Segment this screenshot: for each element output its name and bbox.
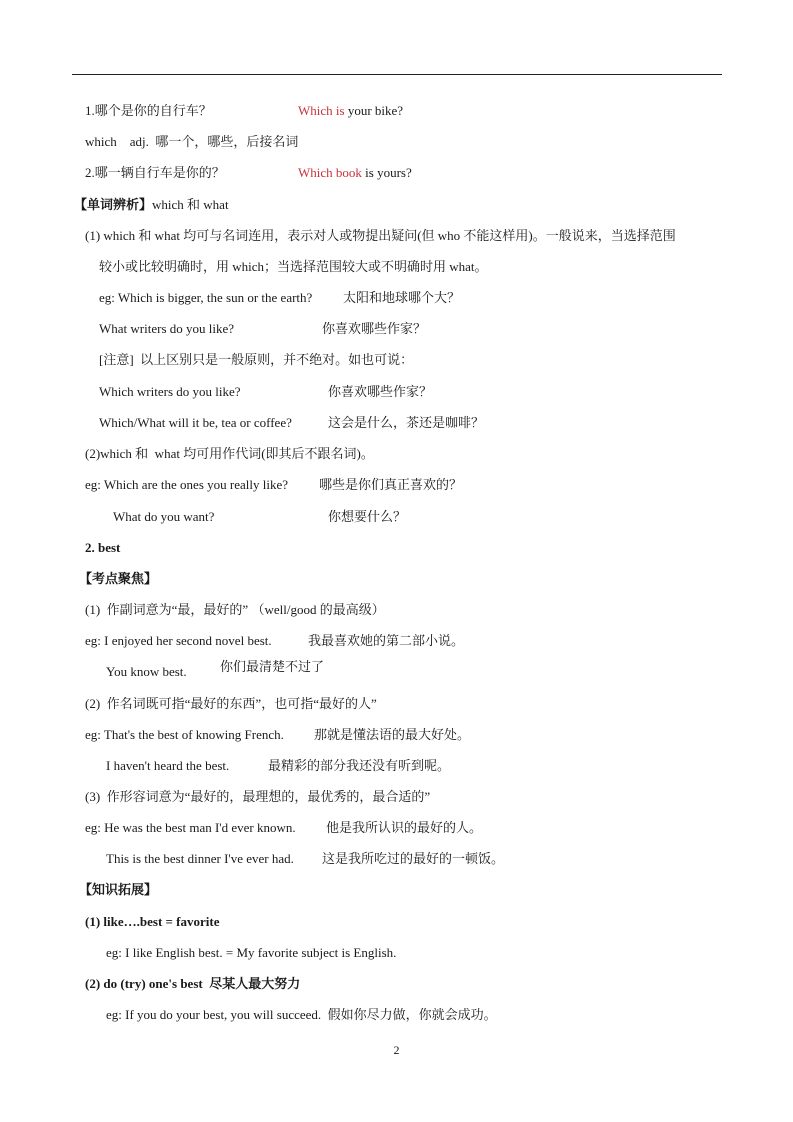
document-line [113, 509, 214, 525]
text-segment: 哪些是你们真正喜欢的？ [319, 477, 463, 492]
document-line [85, 602, 385, 618]
document-line-translation [328, 415, 484, 431]
text-segment: 这是我所吃过的最好的一顿饭。 [322, 851, 505, 866]
document-line [74, 197, 229, 213]
document-line [85, 477, 288, 493]
text-segment: (1) 作副词意为“最，最好的” （well/good 的最高级） [85, 602, 385, 617]
document-line [85, 103, 212, 119]
document-line [85, 696, 377, 712]
text-segment: 较小或比较明确时，用 which；当选择范围较大或不明确时用 what。 [99, 259, 488, 274]
text-segment: eg: Which are the ones you really like? [85, 477, 288, 492]
document-line [99, 352, 413, 368]
document-line [85, 820, 296, 836]
document-line [85, 446, 374, 462]
document-line-translation [343, 290, 460, 306]
document-line [85, 789, 430, 805]
text-segment: [注意] 以上区别只是一般原则，并不绝对。如也可说： [99, 352, 414, 367]
text-segment: 最精彩的部分我还没有听到呢。 [268, 758, 451, 773]
document-line [106, 1007, 497, 1023]
text-segment: eg: He was the best man I'd ever known. [85, 820, 296, 835]
bold-heading-text: (1) like….best = favorite [85, 914, 220, 929]
document-line [99, 321, 234, 337]
document-line [85, 165, 225, 181]
document-line-translation [220, 659, 324, 675]
document-line [85, 540, 120, 556]
text-segment: which adj. 哪一个，哪些，后接名词 [85, 134, 299, 149]
text-segment: which 和 what [152, 197, 229, 212]
document-line-translation [319, 477, 462, 493]
document-line [85, 633, 272, 649]
text-segment: (1) which 和 what 均可与名词连用，表示对人或物提出疑问(但 who 不能这样用)。一般说来，当选择范围 [85, 228, 676, 243]
text-segment: your bike? [347, 103, 404, 118]
document-line [99, 415, 292, 431]
text-segment: eg: If you do your best, you will succeed. 假如你尽力做，你就会成功。 [106, 1007, 497, 1022]
text-segment: 1.哪个是你的自行车？ [85, 103, 212, 118]
document-line [85, 914, 220, 930]
document-line [79, 882, 157, 898]
text-segment: eg: I enjoyed her second novel best. [85, 633, 272, 648]
document-line-translation [328, 384, 432, 400]
highlighted-text: Which book [298, 165, 362, 180]
document-line-translation [328, 509, 406, 525]
document-line [99, 384, 241, 400]
document-line [99, 290, 312, 306]
text-segment: 那就是懂法语的最大好处。 [314, 727, 471, 742]
text-segment: You know best. [106, 664, 187, 679]
document-line-translation [298, 165, 412, 181]
text-segment: Which/What will it be, tea or coffee? [99, 415, 292, 430]
page-number: 2 [393, 1043, 400, 1057]
text-segment: 你喜欢哪些作家？ [328, 384, 433, 399]
bold-heading-text: 【单词辨析】 [74, 197, 153, 212]
text-segment: I haven't heard the best. [106, 758, 230, 773]
text-segment: (2) 作名词既可指“最好的东西”，也可指“最好的人” [85, 696, 377, 711]
text-segment: 他是我所认识的最好的人。 [326, 820, 483, 835]
text-segment: 这会是什么，茶还是咖啡？ [328, 415, 485, 430]
text-segment: 2.哪一辆自行车是你的？ [85, 165, 225, 180]
text-segment: 太阳和地球哪个大？ [343, 290, 461, 305]
document-line [85, 727, 284, 743]
document-line-translation [268, 758, 450, 774]
text-segment: (3) 作形容词意为“最好的，最理想的，最优秀的，最合适的” [85, 789, 431, 804]
document-line [85, 134, 298, 150]
text-segment: What writers do you like? [99, 321, 235, 336]
document-line-translation [322, 321, 426, 337]
document-line [106, 664, 187, 680]
document-line [85, 228, 676, 244]
text-segment: is yours? [361, 165, 412, 180]
document-line [106, 851, 294, 867]
document-line [106, 945, 396, 961]
bold-heading-text: 【知识拓展】 [79, 882, 158, 897]
text-segment: Which writers do you like? [99, 384, 241, 399]
text-segment: What do you want? [113, 509, 215, 524]
document-line-translation [322, 851, 504, 867]
header-rule [72, 74, 722, 75]
document-line-translation [314, 727, 470, 743]
text-segment: eg: That's the best of knowing French. [85, 727, 284, 742]
document-line [99, 259, 488, 275]
document-line-translation [326, 820, 482, 836]
bold-heading-text: (2) do (try) one's best 尽某人最大努力 [85, 976, 301, 991]
text-segment: 你想要什么？ [328, 509, 407, 524]
document-line-translation [298, 103, 403, 119]
document-line [79, 571, 157, 587]
document-line [85, 976, 300, 992]
text-segment: This is the best dinner I've ever had. [106, 851, 294, 866]
text-segment: 你们最清楚不过了 [220, 659, 325, 674]
text-segment: (2)which 和 what 均可用作代词(即其后不跟名词)。 [85, 446, 374, 461]
document-line [106, 758, 229, 774]
bold-heading-text: 【考点聚焦】 [79, 571, 158, 586]
text-segment: eg: I like English best. = My favorite subject is English. [106, 945, 397, 960]
text-segment: eg: Which is bigger, the sun or the earth? [99, 290, 313, 305]
highlighted-text: Which is [298, 103, 348, 118]
document-line-translation [308, 633, 464, 649]
bold-heading-text: 2. best [85, 540, 121, 555]
text-segment: 你喜欢哪些作家？ [322, 321, 427, 336]
text-segment: 我最喜欢她的第二部小说。 [308, 633, 465, 648]
